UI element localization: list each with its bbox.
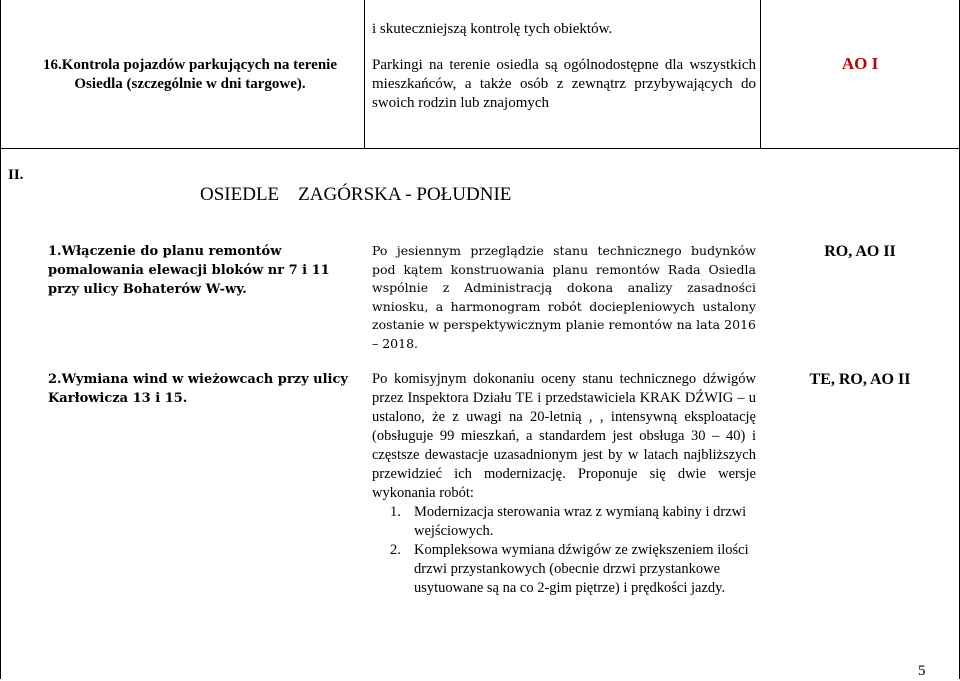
section-title: OSIEDLE ZAGÓRSKA - POŁUDNIE bbox=[200, 184, 512, 205]
list-item-text: Modernizacja sterowania wraz z wymianą kabiny i drzwi wejściowych. bbox=[414, 504, 747, 539]
item-1-title: 1.Włączenie do planu remontów pomalowania elewacji bloków nr 7 i 11 przy ulicy Bohaterów W-wy. bbox=[48, 244, 330, 297]
left-border-lower bbox=[0, 148, 1, 679]
left-border bbox=[0, 0, 1, 148]
continuation-text: i skuteczniejszą kontrolę tych obiektów. bbox=[372, 21, 613, 37]
item-16-title-line2: Osiedla (szczególnie w dni targowe). bbox=[74, 76, 306, 92]
column-divider-2 bbox=[760, 0, 761, 148]
item-1-responsible: RO, AO II bbox=[824, 243, 896, 260]
item-16-title-line1: 16.Kontrola pojazdów parkujących na terenie bbox=[42, 57, 338, 73]
item-2-options bbox=[372, 503, 756, 598]
column-divider-1 bbox=[364, 0, 365, 148]
item-16-title bbox=[20, 56, 360, 94]
page-number: 5 bbox=[918, 663, 926, 679]
row-divider bbox=[0, 148, 960, 149]
item-1-description: Po jesiennym przeglądzie stanu technicznego budynków pod kątem konstruowania planu remontów Rada Osiedla wspólnie z Administracją dokona analizy zasadności wniosku, a harmonogram robót dociepleniowych ustalony zostanie w perspektywicznym planie remontów na lata 2016 – 2018. bbox=[372, 243, 756, 351]
item-2-description-text: Po komisyjnym dokonaniu oceny stanu technicznego dźwigów przez Inspektora Działu TE i przedstawiciela KRAK DŹWIG – u ustalono, że z uwagi na 20-letnią , , intensywną eksploatację (obsługuje 99 mieszkań, a standardem jest obsługa 30 – 40) i częstsze dewastacje uzasadnionym jest by w latach najbliższych przewidzieć ich modernizację. Proponuje się dwie wersje wykonania robót: bbox=[372, 371, 756, 501]
list-item-text: Kompleksowa wymiana dźwigów ze zwiększeniem ilości drzwi przystankowych (obecnie drzwi przystankowe usytuowane są na co 2-gim piętrze) i prędkości jazdy. bbox=[414, 542, 749, 596]
list-item-number: 2. bbox=[390, 542, 401, 558]
item-2-responsible: TE, RO, AO II bbox=[809, 371, 911, 388]
item-16-description: Parkingi na terenie osiedla są ogólnodostępne dla wszystkich mieszkańców, a także osób z zewnątrz przybywających do swoich rodzin lub znajomych bbox=[372, 57, 756, 111]
item-2-description bbox=[372, 370, 756, 598]
item-2-title: 2.Wymiana wind w wieżowcach przy ulicy Karłowicza 13 i 15. bbox=[48, 372, 348, 406]
list-item bbox=[372, 503, 756, 541]
list-item bbox=[372, 541, 756, 598]
section-number: II. bbox=[8, 167, 24, 183]
list-item-number: 1. bbox=[390, 504, 401, 520]
item-16-responsible: AO I bbox=[841, 54, 879, 73]
